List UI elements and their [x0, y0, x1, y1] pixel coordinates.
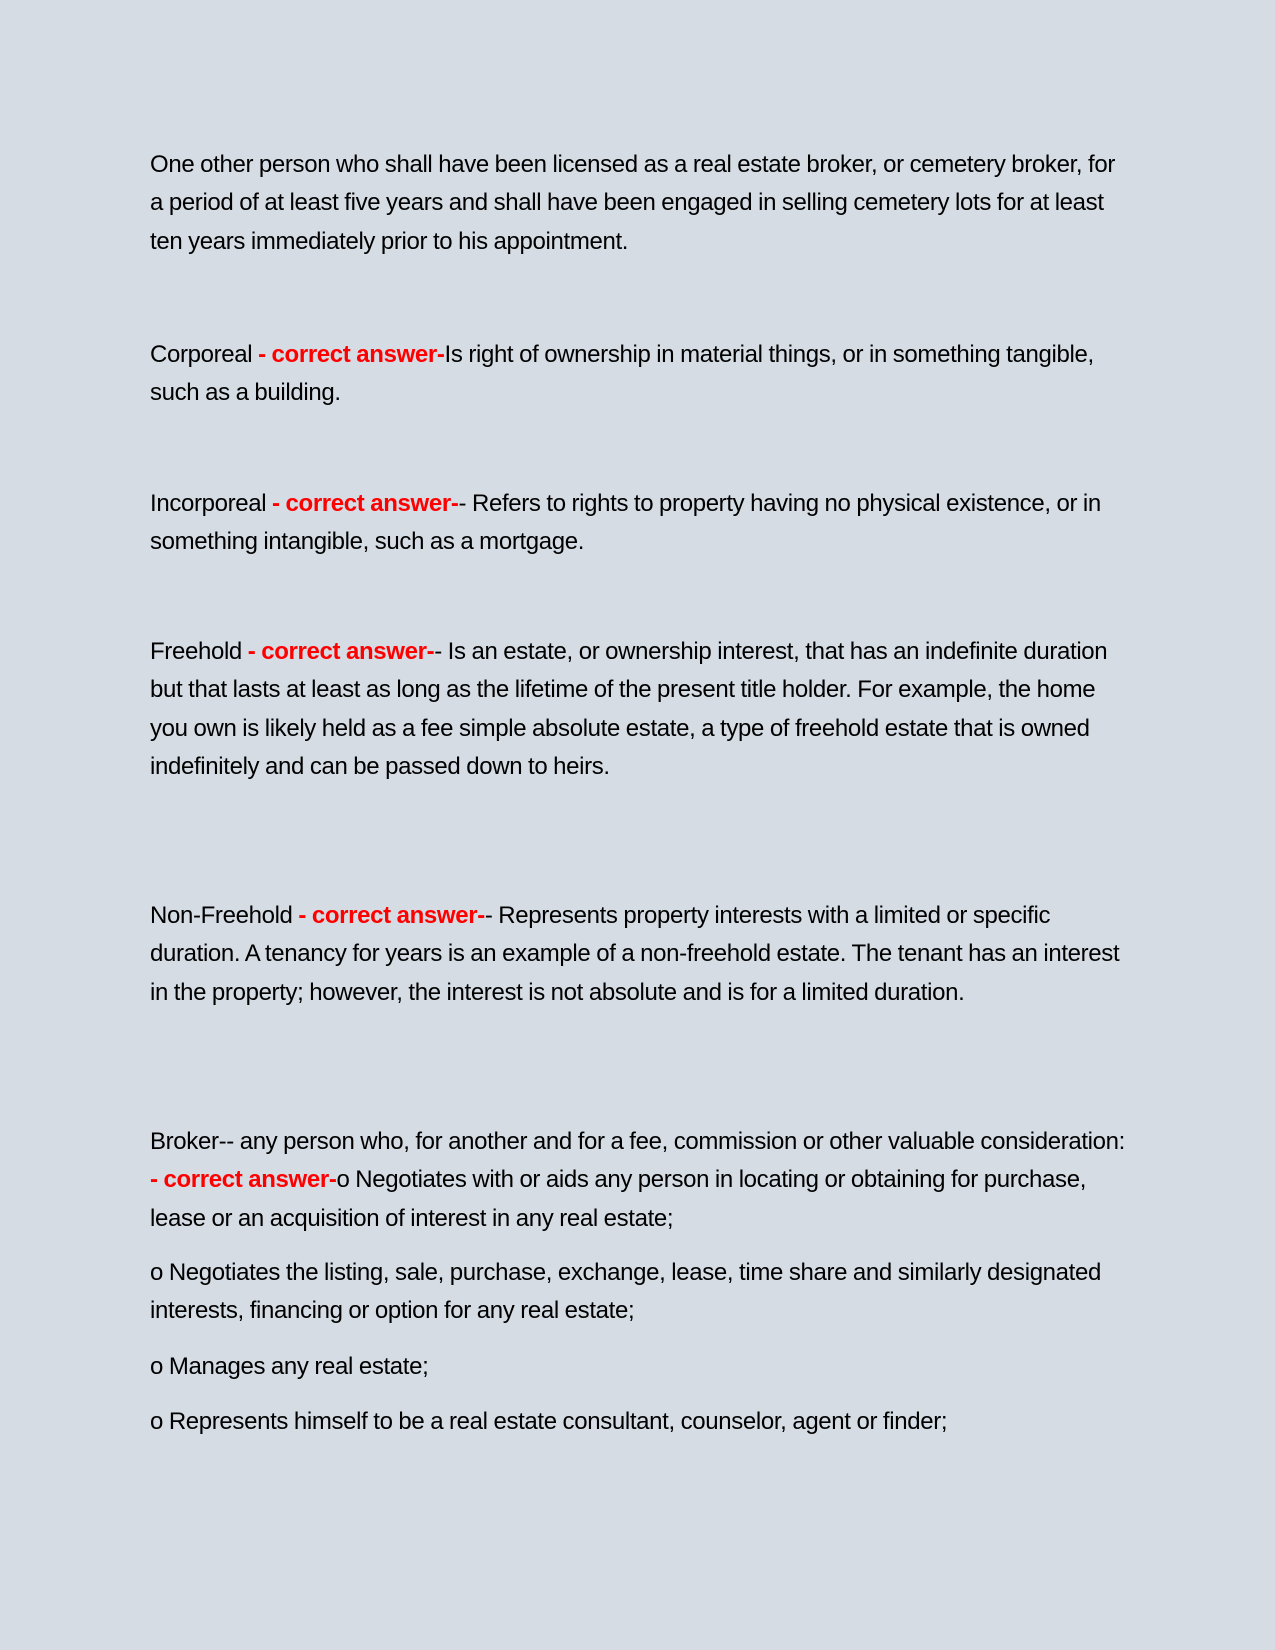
intro-paragraph — [150, 146, 1130, 261]
bullet-text: o Negotiates the listing, sale, purchase, exchange, lease, time share and similarly designated interests, financing or option for any real estate; — [150, 1259, 1101, 1325]
answer-separator: - correct answer- — [247, 638, 435, 665]
entry-corporeal — [150, 336, 1130, 413]
entry-freehold — [150, 633, 1130, 786]
bullet-text: o Represents himself to be a real estate consultant, counselor, agent or finder; — [150, 1408, 948, 1435]
paragraph-text: One other person who shall have been licensed as a real estate broker, or cemetery broker, for a period of at least five years and shall have been engaged in selling cemetery lots for at least ten years immediately prior to his appointment. — [150, 151, 1115, 255]
answer-separator: - correct answer- — [150, 1166, 337, 1194]
answer-separator: - correct answer- — [298, 902, 485, 929]
bullet-text: o Manages any real estate; — [150, 1353, 429, 1380]
term: Broker-- any person who, for another and for a fee, commission or other valuable consideration: — [150, 1128, 1125, 1155]
entry-incorporeal — [150, 485, 1130, 562]
answer-separator: - correct answer- — [258, 341, 445, 368]
term: Non-Freehold — [150, 902, 299, 929]
definition: o Negotiates with or aids any person in locating or obtaining for purchase, lease or an acquisition of interest in any real estate; — [150, 1166, 1087, 1232]
definition: Is right of ownership in material things, or in something tangible, such as a building. — [150, 341, 1094, 407]
definition: - Represents property interests with a limited or specific duration. A tenancy for years is an example of a non-freehold estate. The tenant has an interest in the property; however, the interest is not absolute and is for a limited duration. — [150, 902, 1120, 1006]
definition: - Refers to rights to property having no physical existence, or in something intangible, such as a mortgage. — [150, 490, 1101, 556]
broker-bullet-1 — [150, 1254, 1130, 1331]
entry-non-freehold — [150, 897, 1130, 1012]
definition: - Is an estate, or ownership interest, that has an indefinite duration but that lasts at least as long as the lifetime of the present title holder. For example, the home you own is likely held as a fee simple absolute estate, a type of freehold estate that is owned indefinitely and can be passed down to heirs. — [150, 638, 1108, 780]
term: Incorporeal — [150, 490, 273, 517]
answer-separator: - correct answer- — [272, 490, 459, 517]
term: Corporeal — [150, 341, 259, 368]
broker-bullet-2 — [150, 1348, 1130, 1386]
entry-broker — [150, 1123, 1130, 1238]
broker-bullet-3 — [150, 1403, 1130, 1441]
term: Freehold — [150, 638, 248, 665]
